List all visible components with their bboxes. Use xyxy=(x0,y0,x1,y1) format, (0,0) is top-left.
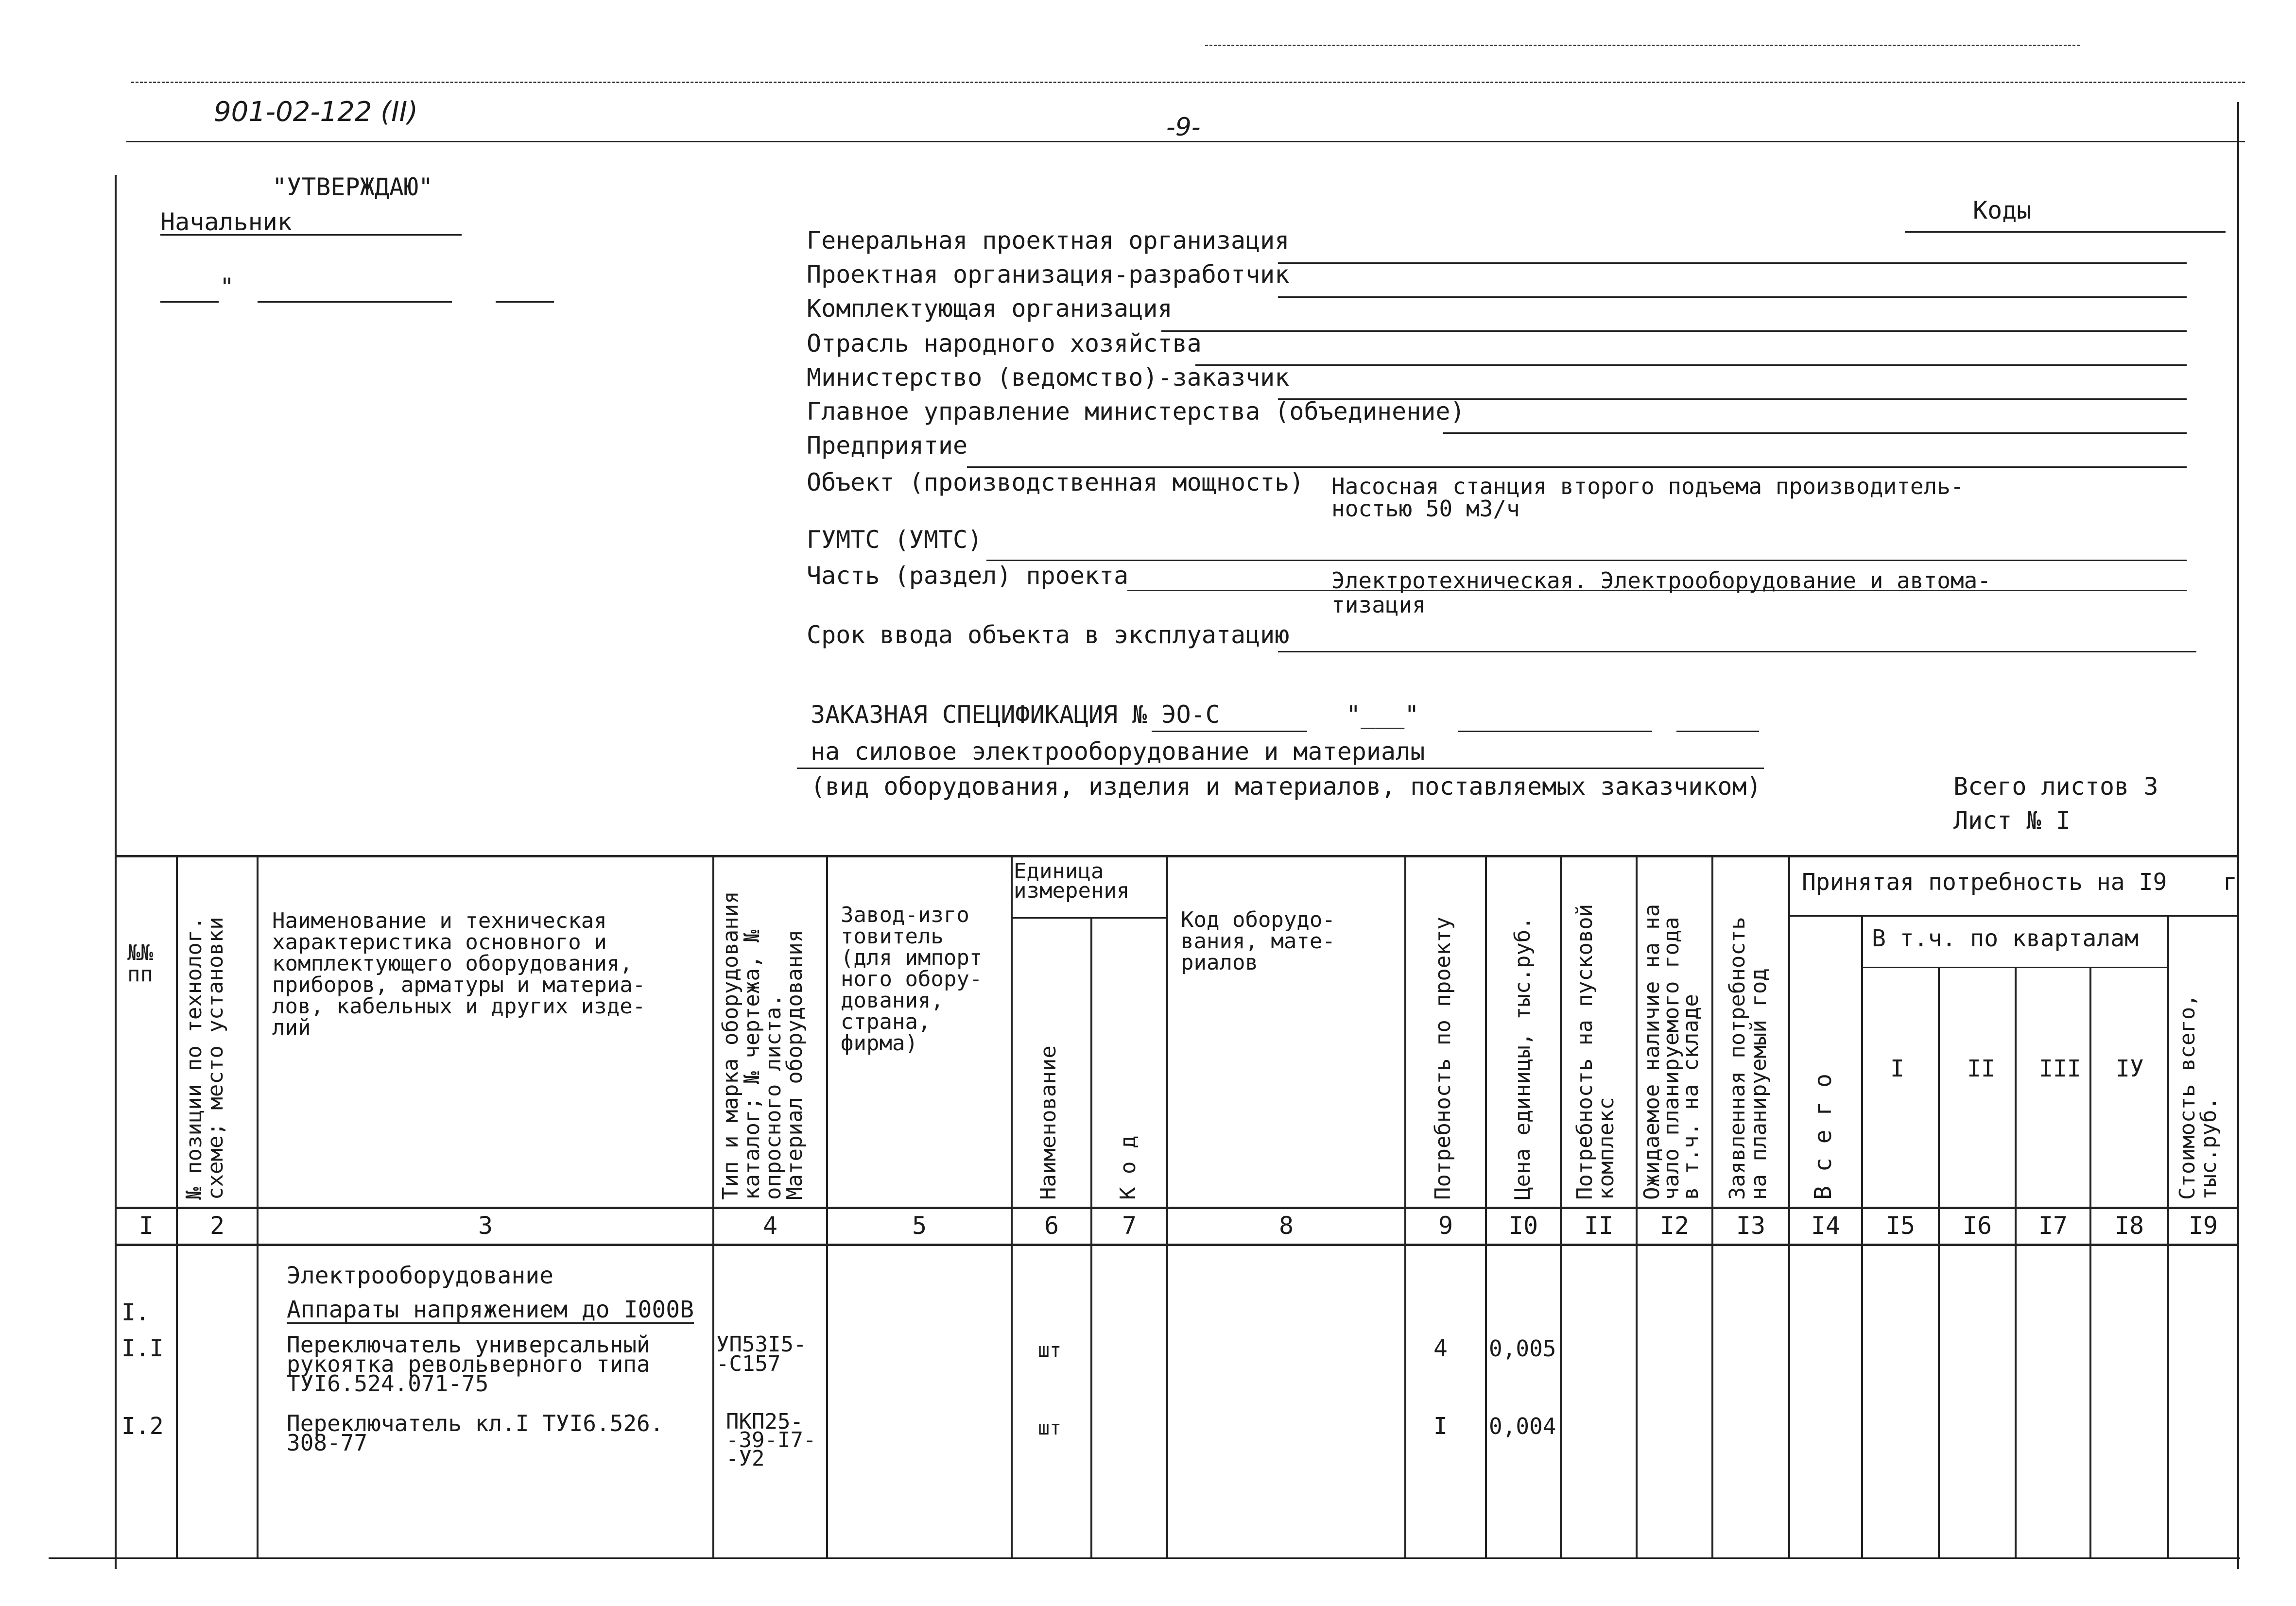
col-num-13: I3 xyxy=(1736,1212,1766,1240)
header-quarters: В т.ч. по кварталам xyxy=(1872,925,2139,952)
form-label-enterprise: Предприятие xyxy=(807,431,968,460)
row-name: Аппараты напряжением до I000В xyxy=(287,1296,694,1323)
col-num-18: I8 xyxy=(2114,1212,2144,1240)
col-num-8: 8 xyxy=(1278,1212,1294,1240)
form-value-project-part-line2: тизация xyxy=(1331,592,1426,618)
col-rule-16 xyxy=(2015,967,2017,1557)
form-label-commissioning: Срок ввода объекта в эксплуатацию xyxy=(807,621,1290,649)
col-rule-2 xyxy=(257,855,259,1557)
col-rule-13 xyxy=(1788,855,1790,1557)
col-rule-3 xyxy=(712,855,714,1557)
row-qty: I xyxy=(1433,1413,1448,1440)
top-rule-2 xyxy=(131,82,2245,83)
document-number: 901-02-122 (II) xyxy=(214,96,418,128)
approval-date-line-2 xyxy=(258,301,452,303)
section-title: Электрооборудование xyxy=(287,1262,554,1289)
col-num-10: I0 xyxy=(1508,1212,1538,1240)
header-q4: IУ xyxy=(2116,1055,2144,1082)
frame-left xyxy=(115,175,117,1569)
row-name: Переключатель кл.I ТУI6.526. 308-77 xyxy=(287,1410,664,1456)
header-total-cost: Стоимость всего, тыс.руб. xyxy=(2175,994,2221,1200)
col-rule-17 xyxy=(2089,967,2091,1557)
header-q1: I xyxy=(1890,1055,1904,1082)
col-rule-4 xyxy=(826,855,828,1557)
page-number: -9- xyxy=(1166,113,1201,142)
row-type: УП53I5- -С157 xyxy=(716,1332,807,1376)
col-rule-8 xyxy=(1404,855,1406,1557)
form-label-general-org: Генеральная проектная организация xyxy=(807,226,1290,255)
form-label-ministry: Министерство (ведомство)-заказчик xyxy=(807,363,1290,392)
col-rule-12 xyxy=(1711,855,1713,1557)
spec-title-line xyxy=(1152,731,1307,732)
col-num-16: I6 xyxy=(1962,1212,1992,1240)
col-num-7: 7 xyxy=(1122,1212,1137,1240)
col-rule-11 xyxy=(1636,855,1638,1557)
spec-date-line-1 xyxy=(1458,731,1652,732)
col-num-15: I5 xyxy=(1885,1212,1916,1240)
spec-subtitle-line xyxy=(797,768,1764,769)
form-label-object: Объект (производственная мощность) xyxy=(807,468,1304,496)
col-rule-7 xyxy=(1166,855,1168,1557)
col-num-9: 9 xyxy=(1438,1212,1453,1240)
total-sheets: Всего листов 3 xyxy=(1953,772,2158,801)
form-line-developer-org xyxy=(1278,296,2187,298)
approval-quote: " xyxy=(220,273,235,301)
table-top xyxy=(115,855,2239,857)
col-rule-15 xyxy=(1938,967,1940,1557)
col-num-12: I2 xyxy=(1659,1212,1690,1240)
col-num-14: I4 xyxy=(1811,1212,1841,1240)
header-manufacturer: Завод-изго товитель (для импорт ного обору- дования, страна, фирма) xyxy=(841,903,983,1056)
col-num-5: 5 xyxy=(912,1212,927,1240)
form-value-project-part: Электротехническая. Электрооборудование и автома- xyxy=(1331,567,1991,594)
form-line-general-org xyxy=(1278,262,2187,264)
header-startup-need: Потребность на пусковой комплекс xyxy=(1572,904,1619,1200)
header-q3: III xyxy=(2039,1055,2081,1082)
form-line-enterprise xyxy=(967,466,2187,468)
header-row-number: №№ пп xyxy=(127,940,153,987)
header-q2: II xyxy=(1967,1055,1995,1082)
form-value-object-line2: ностью 50 м3/ч xyxy=(1331,495,1520,522)
header-accepted: Принятая потребность на I9 г xyxy=(1802,869,2237,896)
codes-line xyxy=(1905,231,2226,233)
header-unit: Единица измерения xyxy=(1014,859,1130,903)
row-type: ПКП25- -39-I7- -У2 xyxy=(726,1409,816,1471)
form-line-industry xyxy=(1195,364,2187,366)
table-accepted-rule xyxy=(1788,915,2239,917)
table-quarters-rule xyxy=(1861,967,2167,968)
row-price: 0,005 xyxy=(1489,1335,1556,1362)
row-price: 0,004 xyxy=(1489,1413,1556,1439)
spec-subtitle: на силовое электрооборудование и материалы xyxy=(811,737,1425,766)
col-num-3: 3 xyxy=(478,1212,493,1240)
row-number: I.2 xyxy=(121,1413,164,1440)
row-name: Переключатель универсальный рукоятка револьверного типа ТУI6.524.071-75 xyxy=(287,1332,650,1397)
header-equipment-code: Код оборудо- вания, мате- риалов xyxy=(1181,907,1335,975)
col-num-1: I xyxy=(138,1212,154,1240)
spec-note: (вид оборудования, изделия и материалов, поставляемых заказчиком) xyxy=(811,772,1761,801)
form-label-project-part: Часть (раздел) проекта xyxy=(807,562,1129,590)
top-rule-1 xyxy=(1205,45,2080,46)
codes-label: Коды xyxy=(1973,196,2032,224)
col-rule-1 xyxy=(176,855,178,1557)
approval-date-line-1 xyxy=(160,301,219,303)
form-line-gumts xyxy=(986,560,2187,561)
header-declared-need: Заявленная потребность на планируемый год xyxy=(1725,917,1771,1200)
form-label-developer-org: Проектная организация-разработчик xyxy=(807,260,1290,289)
approval-chief: Начальник xyxy=(160,210,462,236)
table-header-bottom xyxy=(115,1207,2239,1209)
form-label-supplier-org: Комплектующая организация xyxy=(807,294,1173,323)
col-num-17: I7 xyxy=(2038,1212,2068,1240)
form-value-object: Насосная станция второго подъема производитель- xyxy=(1331,473,1964,499)
header-position: № позиции по технолог. схеме; место установки xyxy=(182,917,228,1200)
col-rule-5 xyxy=(1011,855,1013,1557)
col-rule-10 xyxy=(1560,855,1562,1557)
spec-date-line-2 xyxy=(1676,731,1759,732)
row-unit: шт xyxy=(1038,1417,1062,1439)
table-numbers-bottom xyxy=(115,1244,2239,1246)
header-type: Тип и марка оборудования каталог; № чертежа, № опросного листа. Материал оборудования xyxy=(718,891,807,1200)
header-expected-stock: Ожидаемое наличие на на чало планируемого года в т.ч. на складе xyxy=(1640,904,1703,1200)
row-unit: шт xyxy=(1038,1339,1062,1362)
frame-right xyxy=(2237,102,2239,1569)
spec-title: ЗАКАЗНАЯ СПЕЦИФИКАЦИЯ № ЭО-С xyxy=(811,700,1220,729)
header-total: В с е г о xyxy=(1810,1073,1837,1200)
col-rule-9 xyxy=(1485,855,1487,1557)
row-qty: 4 xyxy=(1433,1335,1448,1362)
header-project-need: Потребность по проекту xyxy=(1431,917,1455,1200)
form-line-main-directorate xyxy=(1443,432,2187,434)
form-label-industry: Отрасль народного хозяйства xyxy=(807,329,1202,358)
approval-title: "УТВЕРЖДАЮ" xyxy=(272,173,433,201)
approval-date-line-3 xyxy=(496,301,554,303)
header-unit-price: Цена единицы, тыс.руб. xyxy=(1510,917,1535,1200)
form-label-gumts: ГУМТС (УМТС) xyxy=(807,526,983,554)
row-number: I.I xyxy=(121,1335,164,1362)
form-line-commissioning xyxy=(1278,651,2196,652)
form-label-main-directorate: Главное управление министерства (объединение) xyxy=(807,397,1465,426)
header-unit-name: Наименование xyxy=(1036,1045,1061,1200)
sheet-number: Лист № I xyxy=(1953,806,2071,835)
header-unit-code: К о д xyxy=(1116,1135,1140,1200)
col-num-11: II xyxy=(1584,1212,1614,1240)
col-num-6: 6 xyxy=(1044,1212,1059,1240)
table-unit-rule xyxy=(1011,917,1166,919)
form-line-supplier-org xyxy=(1161,330,2187,332)
col-num-4: 4 xyxy=(762,1212,778,1240)
spec-date-mark: "___" xyxy=(1346,700,1419,729)
col-num-19: I9 xyxy=(2188,1212,2218,1240)
row-number: I. xyxy=(121,1299,150,1326)
header-name: Наименование и техническая характеристика основного и комплектующего оборудования, приборов, арматуры и материа- лов, кабельных и других изде- лий xyxy=(272,908,646,1040)
bottom-rule xyxy=(49,1557,2240,1559)
col-num-2: 2 xyxy=(209,1212,225,1240)
